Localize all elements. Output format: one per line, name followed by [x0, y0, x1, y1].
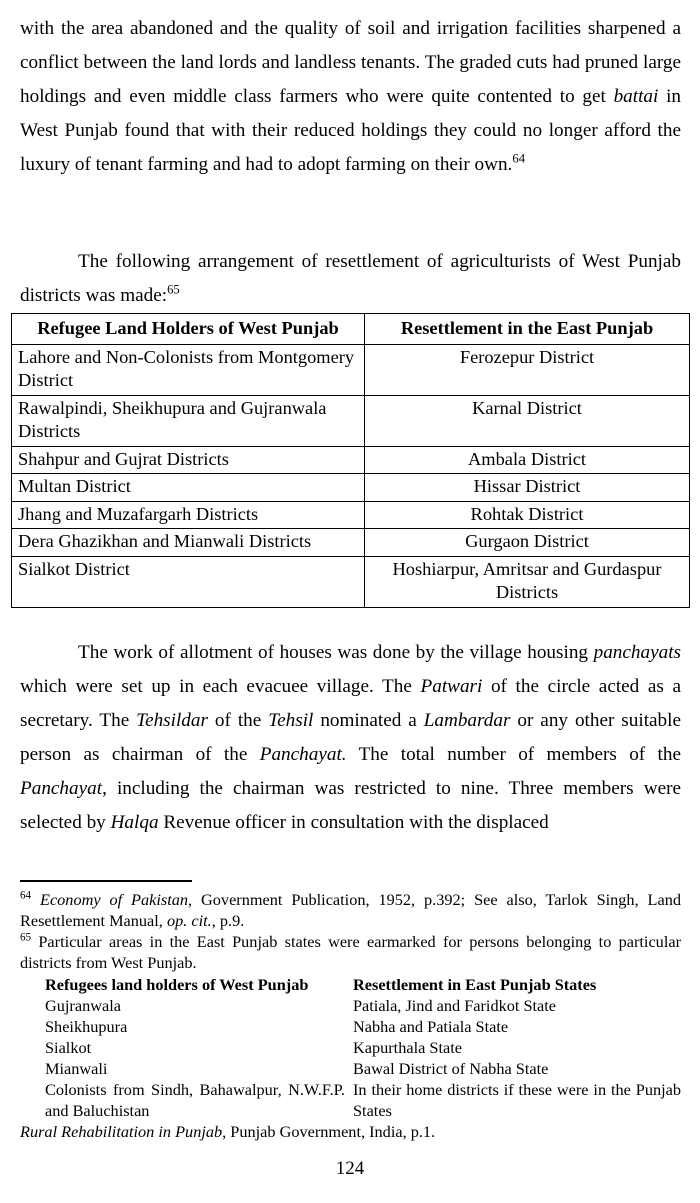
resettlement-table [11, 313, 690, 608]
italic-run: panchayats [593, 642, 681, 663]
footnote-separator-rule [20, 880, 192, 882]
italic-run: battai [613, 86, 659, 107]
table-row [12, 556, 690, 607]
table-row [12, 446, 690, 474]
footnote-sub-table-body [20, 995, 681, 1121]
table-cell-west-punjab: Rawalpindi, Sheikhupura and Gujranwala Districts [12, 395, 365, 446]
table-row [12, 395, 690, 446]
table-row [12, 501, 690, 529]
page-number: 124 [335, 1158, 365, 1179]
footnote-sub-cell-left: Sheikhupura [45, 1017, 128, 1036]
footnote-sub-table-row [20, 995, 681, 1016]
table-row [12, 344, 690, 395]
table-cell-east-punjab: Ferozepur District [365, 344, 690, 395]
body-paragraph-3 [20, 636, 681, 840]
table-cell-east-punjab: Hoshiarpur, Amritsar and Gurdaspur Districts [365, 556, 690, 607]
italic-run: Halqa [110, 812, 159, 833]
italic-run: Lambardar [423, 710, 511, 731]
resettlement-table-container [11, 313, 689, 608]
paragraph-text: with the area abandoned and the quality of soil and irrigation facilities sharpened a conflict between the land lords and landless tenants. The graded cuts had pruned large holdings and even middle class farmers who were quite contented to get battai in West Punjab found that with their reduced holdings they could no longer afford the luxury of tenant farming and had to adopt farming on their own.$^{64}$ [20, 18, 681, 175]
paragraph-text: The work of allotment of houses was done by the village housing panchayats which were set up in each evacuee village. The Patwari of the circle acted as a secretary. The Tehsildar of the Tehsil nominated a Lambardar or any other suitable person as chairman of the Panchayat. The total number of members of the Panchayat, including the chairman was restricted to nine. Three members were selected by Halqa Revenue officer in consultation with the displaced [20, 642, 681, 833]
footnote-area [20, 880, 681, 1142]
italic-run: Patwari [420, 676, 483, 697]
footnote-sub-cell-left: Gujranwala [45, 996, 121, 1015]
footnote-sub-header-right: Resettlement in East Punjab States [353, 975, 597, 994]
italic-run: Panchayat. [259, 744, 347, 765]
table-cell-east-punjab: Rohtak District [365, 501, 690, 529]
table-cell-east-punjab: Hissar District [365, 474, 690, 502]
paragraph-text: The following arrangement of resettlement of agriculturists of West Punjab districts was made:$^{65}$ [20, 251, 681, 306]
footnote-reference: 65 [167, 282, 180, 297]
footnote-reference: 64 [512, 151, 526, 166]
footnote-sub-cell-left: Colonists from Sindh, Bahawalpur, N.W.F.P. and Baluchistan [45, 1080, 345, 1120]
footnote-sub-table-row [20, 1079, 681, 1121]
footnote-64 [20, 889, 681, 931]
table-cell-east-punjab: Gurgaon District [365, 529, 690, 557]
table-cell-east-punjab: Karnal District [365, 395, 690, 446]
body-paragraph-2 [20, 245, 681, 313]
italic-run: Economy of Pakistan [40, 890, 189, 909]
italic-run: Panchayat [20, 778, 103, 799]
italic-run: op. cit. [166, 911, 212, 930]
table-header-row-group [12, 314, 690, 345]
body-paragraph-1 [20, 12, 681, 182]
table-header-row [12, 314, 690, 345]
table-cell-west-punjab: Multan District [12, 474, 365, 502]
italic-run: Tehsildar [136, 710, 208, 731]
footnote-sub-cell-right: Bawal District of Nabha State [353, 1059, 549, 1078]
table-row [12, 529, 690, 557]
table-body [12, 344, 690, 607]
footnote-sub-cell-right: Kapurthala State [353, 1038, 462, 1057]
table-header-cell-left: Refugee Land Holders of West Punjab [12, 314, 365, 345]
table-cell-west-punjab: Shahpur and Gujrat Districts [12, 446, 365, 474]
footnote-65-text: Particular areas in the East Punjab states were earmarked for persons belonging to particular districts from West Punjab. [20, 932, 681, 972]
italic-run: Rural Rehabilitation in Punjab [20, 1122, 223, 1141]
footnote-sub-cell-right: In their home districts if these were in the Punjab States [353, 1080, 681, 1120]
footnote-sub-cell-right: Patiala, Jind and Faridkot State [353, 996, 557, 1015]
footnote-sub-table [20, 974, 681, 1121]
table-cell-west-punjab: Sialkot District [12, 556, 365, 607]
table-cell-east-punjab: Ambala District [365, 446, 690, 474]
table-row [12, 474, 690, 502]
footnote-sub-cell-right: Nabha and Patiala State [353, 1017, 509, 1036]
footnote-65 [20, 931, 681, 973]
italic-run: Tehsil [268, 710, 314, 731]
footnote-65-source: Rural Rehabilitation in Punjab, Punjab Government, India, p.1. [20, 1122, 436, 1141]
footnote-sub-cell-left: Sialkot [45, 1038, 92, 1057]
footnote-sub-table-row [20, 1058, 681, 1079]
footnote-sub-table-row [20, 1016, 681, 1037]
footnote-sub-table-row [20, 1037, 681, 1058]
footnote-marker-64: 64 [20, 889, 32, 902]
table-cell-west-punjab: Dera Ghazikhan and Mianwali Districts [12, 529, 365, 557]
footnote-sub-header-left: Refugees land holders of West Punjab [45, 975, 309, 994]
table-cell-west-punjab: Lahore and Non-Colonists from Montgomery District [12, 344, 365, 395]
footnote-sub-table-header-row [20, 974, 681, 995]
footnote-sub-cell-left: Mianwali [45, 1059, 108, 1078]
footnote-marker-65: 65 [20, 931, 32, 944]
table-cell-west-punjab: Jhang and Muzafargarh Districts [12, 501, 365, 529]
table-header-cell-right: Resettlement in the East Punjab [365, 314, 690, 345]
footnote-64-text: Economy of Pakistan, Government Publication, 1952, p.392; See also, Tarlok Singh, Land Resettlement Manual, op. cit., p.9. [20, 890, 682, 930]
